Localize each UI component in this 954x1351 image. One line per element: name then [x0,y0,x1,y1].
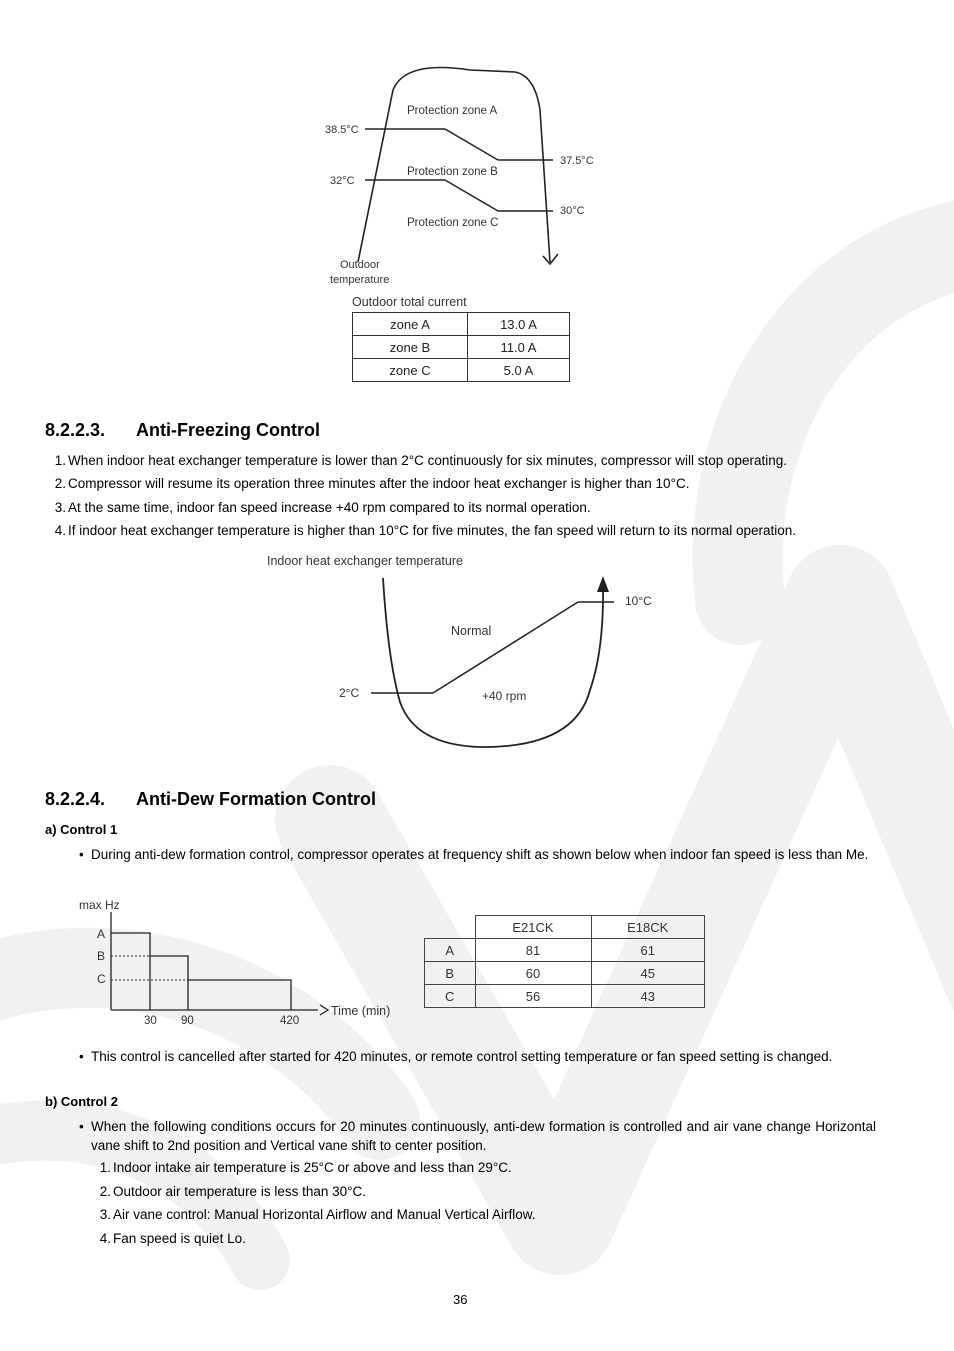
table-cell: 43 [591,985,705,1008]
table-row [425,985,705,1008]
section-title: Anti-Dew Formation Control [136,789,376,809]
list-item: 3. Air vane control: Manual Horizontal Airflow and Manual Vertical Airflow. [99,1207,536,1222]
column-header: E21CK [475,916,591,939]
temp-37-5-label: 37.5°C [560,155,594,167]
control-2-label: b) Control 2 [45,1094,118,1109]
table-row [353,336,570,359]
level-b-label: B [97,949,106,963]
zone-cell: zone C [353,359,468,382]
control-1-label: a) Control 1 [45,822,118,837]
low-temp-label: 2°C [339,686,360,700]
list-item: 1. When indoor heat exchanger temperature is lower than 2°C continuously for six minutes, compressor will stop operating. [54,453,788,468]
bullet-item: • This control is cancelled after started for 420 minutes, or remote control setting temperature or fan speed setting is changed. [79,1049,833,1064]
column-header: E18CK [591,916,705,939]
table-header-row [425,916,705,939]
table-cell: 45 [591,962,705,985]
section-number: 8.2.2.3. [45,420,106,440]
table-row [353,313,570,336]
temp-32-label: 32°C [330,175,355,187]
current-cell: 11.0 A [468,336,570,359]
outdoor-temperature-curve [358,68,550,263]
heat-exchanger-curve [383,578,603,747]
high-temp-label: 10°C [625,594,652,608]
curve-arrowhead [597,576,609,592]
outdoor-axis-label-2: temperature [330,274,390,286]
anti-freezing-diagram [0,540,954,760]
transition-line [433,602,578,693]
current-cell: 13.0 A [468,313,570,336]
list-item: 1. Indoor intake air temperature is 25°C or above and less than 29°C. [99,1160,512,1175]
x-axis-label: Time (min) [331,1004,391,1018]
chart-title: Indoor heat exchanger temperature [267,554,463,568]
zone-cell: zone B [353,336,468,359]
list-item: 4. If indoor heat exchanger temperature is higher than 10°C for five minutes, the fan speed will return to its normal operation. [54,523,797,538]
section-heading-anti-freezing [45,420,320,441]
current-table-title: Outdoor total current [352,295,467,309]
list-item: 4. Fan speed is quiet Lo. [99,1231,246,1246]
page-number: 36 [453,1292,468,1307]
temp-30-label: 30°C [560,205,585,217]
outdoor-axis-label-1: Outdoor [340,259,380,271]
temp-38-5-label: 38.5°C [325,124,359,136]
table-row [425,962,705,985]
table-row [353,359,570,382]
zone-b-label: Protection zone B [407,166,498,178]
zone-c-label: Protection zone C [407,217,499,229]
section-heading-anti-dew [45,789,376,810]
bullet-item: • When the following conditions occurs for 20 minutes continuously, anti-dew formation is controlled and air vane change Horizontal vane shift to 2nd position and Vertical vane shift to center position. [79,1119,876,1153]
frequency-table [424,915,705,1008]
list-item: 3. At the same time, indoor fan speed increase +40 rpm compared to its normal operation. [54,500,591,515]
table-row [425,939,705,962]
x-tick-30: 30 [144,1015,157,1027]
row-header: C [425,985,476,1008]
zone-a-label: Protection zone A [407,105,498,117]
table-cell: 61 [591,939,705,962]
table-cell: 56 [475,985,591,1008]
table-cell: 81 [475,939,591,962]
list-item: 2. Compressor will resume its operation three minutes after the indoor heat exchanger is higher than 10°C. [54,476,690,491]
level-c-label: C [97,972,106,986]
list-item: 2. Outdoor air temperature is less than 30°C. [99,1184,367,1199]
row-header: A [425,939,476,962]
frequency-steps [111,933,291,1010]
x-axis-arrowhead [320,1005,328,1015]
row-header: B [425,962,476,985]
x-tick-420: 420 [280,1015,300,1027]
normal-label: Normal [451,624,492,638]
outdoor-current-table [352,312,570,382]
bullet-item: • During anti-dew formation control, compressor operates at frequency shift as shown below when indoor fan speed is less than Me. [79,847,869,862]
section-title: Anti-Freezing Control [136,420,320,440]
x-tick-90: 90 [181,1015,194,1027]
rpm-label: +40 rpm [482,689,527,703]
section-number: 8.2.2.4. [45,789,106,809]
current-cell: 5.0 A [468,359,570,382]
table-cell: 60 [475,962,591,985]
level-a-label: A [97,927,106,941]
zone-cell: zone A [353,313,468,336]
table-corner-cell [425,916,476,939]
y-axis-title: max Hz [79,898,120,912]
frequency-step-chart [0,890,420,1030]
